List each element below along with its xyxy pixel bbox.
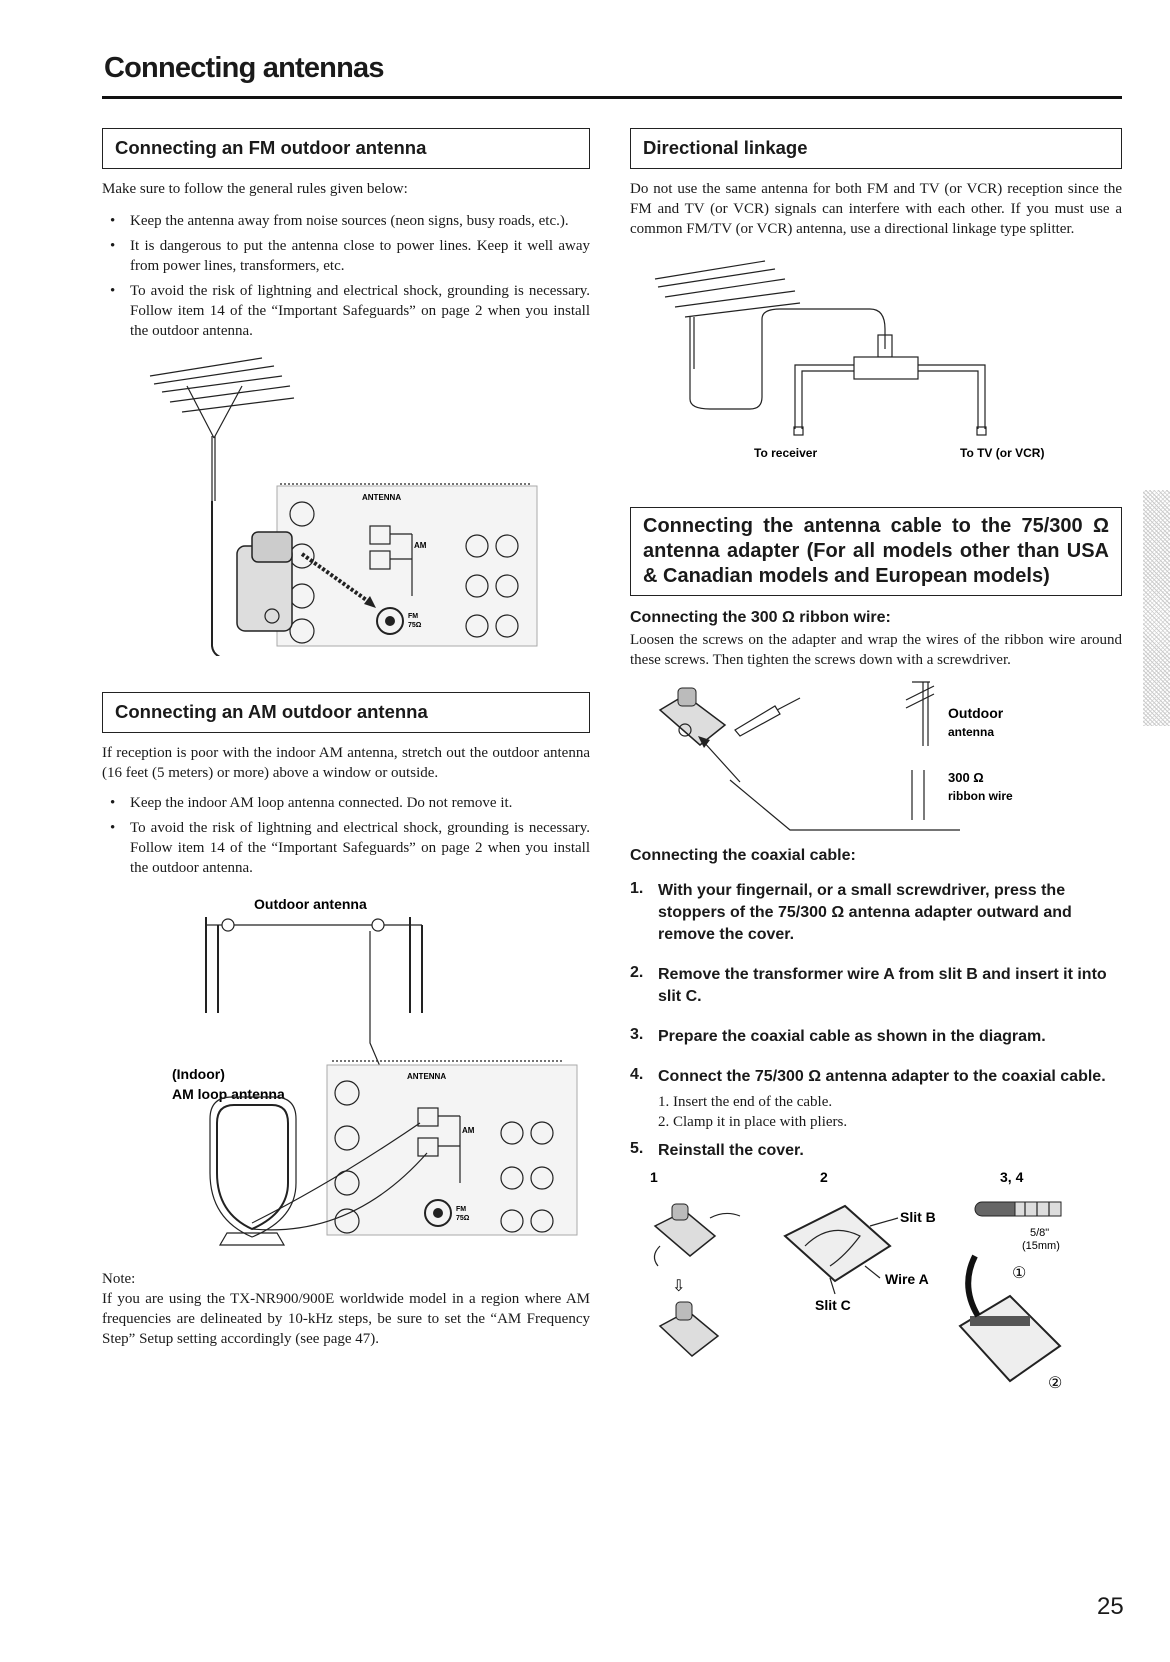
ribbon-text: Loosen the screws on the adapter and wrap the wires of the ribbon wire around these screws. Then tighten the screws down with a screwdriver. xyxy=(630,632,1122,668)
fm-terminal-label: FM xyxy=(408,613,419,620)
list-item xyxy=(630,964,1122,1008)
panel-label: ANTENNA xyxy=(407,1072,447,1081)
down-arrow-icon: ⇩ xyxy=(672,1278,686,1295)
indoor-label: (Indoor) xyxy=(172,1066,225,1082)
fm-antenna-diagram xyxy=(102,346,590,656)
list-item: • Keep the indoor AM loop antenna connected. Do not remove it. xyxy=(102,793,590,813)
adapter-open-icon xyxy=(654,1204,740,1356)
step-number: 2. xyxy=(630,964,644,981)
am-terminal-label: AM xyxy=(414,541,427,550)
tv-antenna-icon xyxy=(655,261,800,369)
fm-ohm-label: 75Ω xyxy=(408,622,422,629)
page-number: 25 xyxy=(1097,1593,1124,1620)
note-heading: Note: xyxy=(102,1271,136,1287)
ribbon-heading: Connecting the 300 Ω ribbon wire: xyxy=(630,609,891,626)
am-receiver-panel xyxy=(327,1061,577,1235)
adapter-icon xyxy=(660,688,725,745)
side-tab-marker xyxy=(1143,490,1170,726)
title-rule xyxy=(102,96,1122,99)
wire-a-label: Wire A xyxy=(885,1271,929,1287)
fm-outdoor-bullets xyxy=(102,211,590,341)
am-outdoor-heading: Connecting an AM outdoor antenna xyxy=(102,692,590,733)
fm-antenna-icon xyxy=(150,358,294,501)
splitter-diagram xyxy=(630,239,1122,469)
list-item: • To avoid the risk of lightning and electrical shock, grounding is necessary. Follow item 14 of the “Important Safeguards” on page 2 when you install the outdoor antenna. xyxy=(102,818,590,878)
step-text: Reinstall the cover. xyxy=(658,1142,804,1159)
fig-step-34: 3, 4 xyxy=(1000,1169,1024,1185)
ribbon-wire-diagram xyxy=(630,670,1122,840)
fig-outdoor-label: Outdoor xyxy=(948,705,1004,721)
fm-outdoor-heading: Connecting an FM outdoor antenna xyxy=(102,128,590,169)
directional-heading: Directional linkage xyxy=(630,128,1122,169)
coax-steps xyxy=(630,880,1122,1162)
step-number: 1. xyxy=(630,880,644,897)
fig-ribbon-label: ribbon wire xyxy=(948,789,1013,803)
list-item: 1. Insert the end of the cable. xyxy=(658,1094,833,1110)
directional-text: Do not use the same antenna for both FM and TV (or VCR) reception since the FM and TV (or VCR) signals can interfere with each other. If you must use a common FM/TV (or VCR) antenna, use a directional linkage type splitter. xyxy=(630,181,1122,237)
note-text: If you are using the TX-NR900/900E worldwide model in a region where AM frequencies are delineated by 10-kHz steps, be sure to set the “AM Frequency Step” Setup setting accordingly (see page 47). xyxy=(102,1291,590,1347)
splitter-icon xyxy=(794,335,986,435)
outdoor-antenna-icon xyxy=(906,682,934,820)
callout-2: ② xyxy=(1048,1375,1063,1392)
fig-ohm-label: 300 Ω xyxy=(948,770,984,785)
step-number: 3. xyxy=(630,1026,644,1043)
step-text: Connect the 75/300 Ω antenna adapter to the coaxial cable. xyxy=(658,1068,1106,1085)
loop-antenna-label: AM loop antenna xyxy=(172,1086,285,1102)
fm-terminal-label: FM xyxy=(456,1206,467,1213)
fm-ohm-label: 75Ω xyxy=(456,1215,470,1222)
step-number: 5. xyxy=(630,1140,644,1157)
am-antenna-diagram xyxy=(102,883,590,1263)
screwdriver-icon xyxy=(735,698,800,736)
fig-antenna-label: antenna xyxy=(948,725,995,739)
adapter-heading: Connecting the antenna cable to the 75/300 Ω antenna adapter (For all models other than USA & Canadian models and European models) xyxy=(630,507,1122,596)
length-mm-label: (15mm) xyxy=(1022,1240,1060,1252)
substeps xyxy=(658,1092,1122,1132)
slit-b-label: Slit B xyxy=(900,1209,936,1225)
step-text: Prepare the coaxial cable as shown in the diagram. xyxy=(658,1028,1046,1045)
length-in-label: 5/8" xyxy=(1030,1227,1050,1239)
fm-plug-icon xyxy=(237,532,292,631)
adapter-inside-icon xyxy=(785,1206,898,1294)
callout-1: ① xyxy=(1012,1265,1027,1282)
to-tv-label: To TV (or VCR) xyxy=(960,446,1045,460)
fig-step-2: 2 xyxy=(820,1169,828,1185)
panel-label: ANTENNA xyxy=(362,493,402,502)
left-column xyxy=(102,128,590,1349)
to-receiver-label: To receiver xyxy=(754,446,818,460)
am-outdoor-intro: If reception is poor with the indoor AM antenna, stretch out the outdoor antenna (16 feet (5 meters) or more) above a window or outside. xyxy=(102,745,590,781)
outdoor-antenna-label: Outdoor antenna xyxy=(254,896,367,912)
step-text: With your fingernail, or a small screwdriver, press the stoppers of the 75/300 Ω antenna adapter outward and remove the cover. xyxy=(658,882,1072,943)
list-item xyxy=(630,1066,1122,1132)
list-item xyxy=(630,880,1122,946)
list-item: • To avoid the risk of lightning and electrical shock, grounding is necessary. Follow item 14 of the “Important Safeguards” on page 2 when you install the outdoor antenna. xyxy=(102,281,590,341)
am-outdoor-antenna-icon xyxy=(206,917,422,1013)
fm-outdoor-intro: Make sure to follow the general rules given below: xyxy=(102,181,408,197)
right-column xyxy=(630,128,1122,1396)
am-outdoor-bullets xyxy=(102,793,590,878)
list-item xyxy=(630,1140,1122,1162)
page-title: Connecting antennas xyxy=(104,52,384,84)
slit-c-label: Slit C xyxy=(815,1297,851,1313)
step-number: 4. xyxy=(630,1066,644,1083)
fig-step-1: 1 xyxy=(650,1169,658,1185)
list-item xyxy=(630,1026,1122,1048)
coax-heading: Connecting the coaxial cable: xyxy=(630,847,856,864)
ribbon-cable xyxy=(730,780,960,830)
step-text: Remove the transformer wire A from slit B and insert it into slit C. xyxy=(658,966,1107,1005)
list-item: 2. Clamp it in place with pliers. xyxy=(658,1114,848,1130)
list-item: • It is dangerous to put the antenna close to power lines. Keep it well away from power lines, transformers, etc. xyxy=(102,236,590,276)
coax-diagram xyxy=(630,1166,1122,1396)
am-terminal-label: AM xyxy=(462,1126,475,1135)
list-item: • Keep the antenna away from noise sources (neon signs, busy roads, etc.). xyxy=(102,211,590,231)
